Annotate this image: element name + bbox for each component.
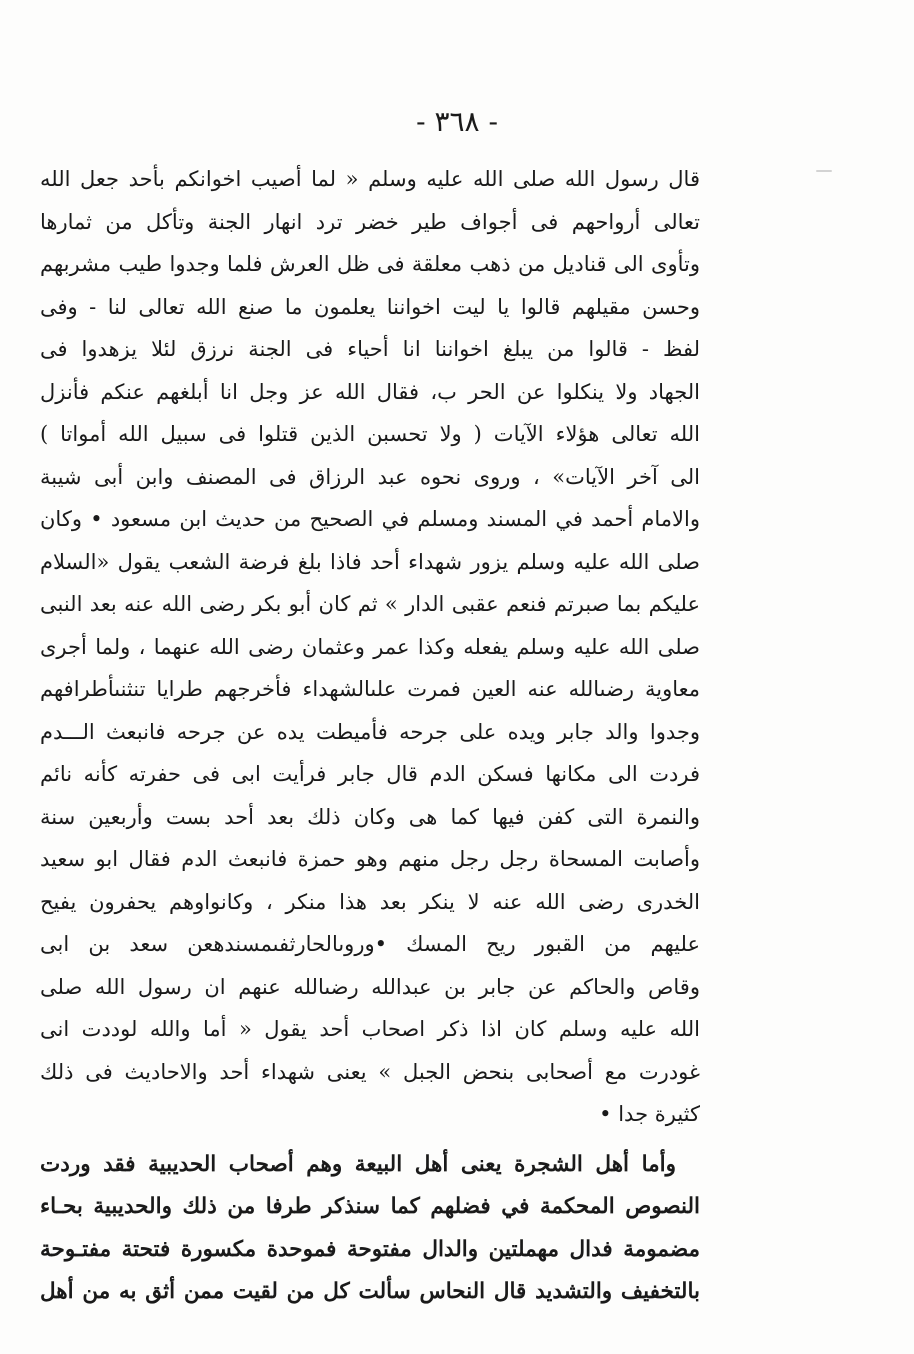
- main-text: [40, 158, 700, 1314]
- text-line: الخدرى رضى الله عنه لا ينكر بعد هذا منكر ، وكانواوهم يحفرون يفيح: [40, 889, 700, 914]
- text-line: والامام أحمد في المسند ومسلم في الصحيح من حديث ابن مسعود • وكان: [40, 507, 700, 531]
- text-line: صلى الله عليه وسلم يفعله وكذا عمر وعثمان رضى الله عنهما ، ولما أجرى: [40, 634, 700, 659]
- text-line: تعالى أرواحهم فى أجواف طير خضر ترد انهار الجنة وتأكل من ثمارها: [40, 209, 700, 234]
- text-line: والنمرة التى كفن فيها كما هى وكان ذلك بعد أحد بست وأربعين سنة: [40, 804, 700, 829]
- text-line: وأصابت المسحاة رجل رجل منهم وهو حمزة فانبعث الدم فقال ابو سعيد: [40, 847, 700, 871]
- text-line: الله عليه وسلم كان اذا ذكر اصحاب أحد يقول « أما والله لوددت انى: [40, 1017, 700, 1041]
- text-line: وقاص والحاكم عن جابر بن عبدالله رضىالله عنهم ان رسول الله صلى: [40, 974, 700, 999]
- text-line: مضمومة فدال مهملتين والدال مفتوحة فموحدة مكسورة فتحتة مفتـوحة: [40, 1236, 700, 1262]
- text-line: فردت الى مكانها فسكن الدم قال جابر فرأيت ابى فى حفرته كأنه نائم: [40, 762, 700, 786]
- text-line: النصوص المحكمة في فضلهم كما سنذكر طرفا من ذلك والحديبية بحـاء: [40, 1194, 700, 1219]
- text-line: كثيرة جدا •: [599, 1102, 700, 1126]
- text-line: الى آخر الآيات» ، وروى نحوه عبد الرزاق فى المصنف وابن أبى شيبة: [40, 464, 700, 489]
- text-line: معاوية رضىالله عنه العين فمرت علىالشهداء فأخرجهم طرايا تنثنىأطرافهم: [40, 677, 700, 701]
- text-line: الجهاد ولا ينكلوا عن الحر ب، فقال الله عز وجل انا أبلغهم عنكم فأنزل: [40, 379, 700, 404]
- text-line: الله تعالى هؤلاء الآيات ( ولا تحسبن الذين قتلوا فى سبيل الله أمواتا ): [40, 422, 700, 446]
- paragraph-1: [40, 158, 700, 1136]
- margin-mark: [816, 170, 832, 172]
- text-line: غودرت مع أصحابى بنحض الجبل » يعنى شهداء أحد والاحاديث فى ذلك: [40, 1059, 700, 1084]
- text-line: وحسن مقيلهم قالوا يا ليت اخواننا يعلمون ما صنع الله تعالى لنا - وفى: [40, 294, 700, 319]
- text-line: وجدوا والد جابر ويده على جرحه فأميطت يده عن جرحه فانبعث الـــدم: [40, 719, 700, 744]
- page-number: - ٣٦٨ -: [416, 105, 498, 138]
- text-line: صلى الله عليه وسلم يزور شهداء أحد فاذا بلغ فرضة الشعب يقول «السلام: [40, 549, 700, 574]
- paragraph-2: [40, 1144, 700, 1314]
- text-line: بالتخفيف والتشديد قال النحاس سألت كل من لقيت ممن أثق به من أهل: [40, 1279, 700, 1304]
- text-line: وأما أهل الشجرة يعنى أهل البيعة وهم أصحاب الحديبية فقد وردت: [40, 1151, 676, 1177]
- text-line: قال رسول الله صلى الله عليه وسلم « لما أصيب اخوانكم بأحد جعل الله: [40, 167, 700, 191]
- paragraph-gap: [40, 1136, 700, 1144]
- text-line: وتأوى الى قناديل من ذهب معلقة فى ظل العرش فلما وجدوا طيب مشربهم: [40, 252, 700, 276]
- text-line: لفظ - قالوا من يبلغ اخواننا انا أحياء فى الجنة نرزق لئلا يزهدوا فى: [40, 337, 700, 361]
- text-line: عليهم من القبور ريح المسك •وروىالحارثفىمسندهعن سعد بن ابى: [40, 932, 700, 956]
- text-line: عليكم بما صبرتم فنعم عقبى الدار » ثم كان أبو بكر رضى الله عنه بعد النبى: [40, 592, 700, 616]
